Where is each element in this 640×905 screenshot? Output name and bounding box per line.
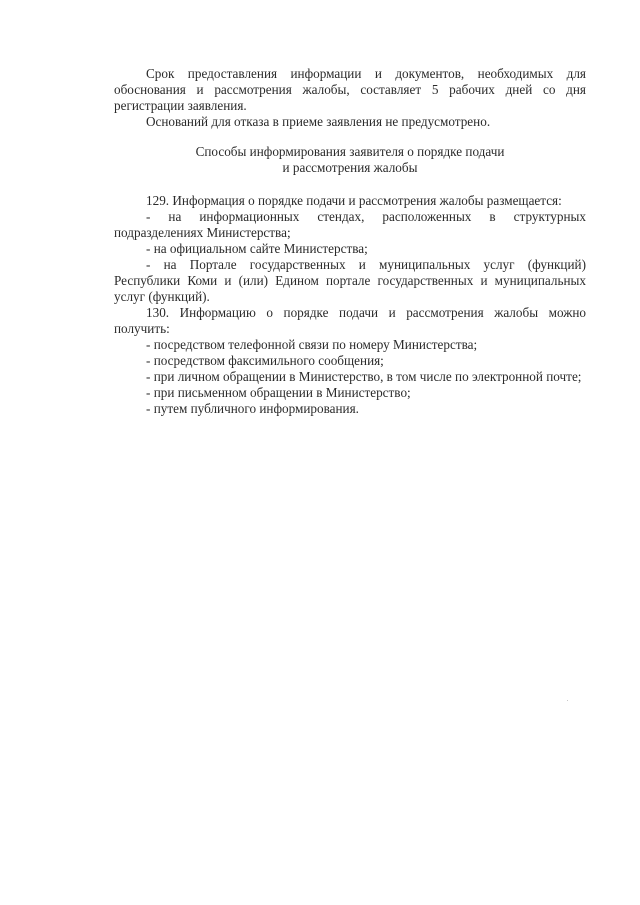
- section-130-item: - при письменном обращении в Министерство;: [146, 385, 411, 400]
- section-129-block: [114, 193, 586, 417]
- section-129-item: - на информационных стендах, расположенных в структурных подразделениях Министерства;: [114, 209, 586, 240]
- section-130-lead: 130. Информацию о порядке подачи и рассмотрения жалобы можно получить:: [114, 305, 586, 336]
- section-129-item: - на Портале государственных и муниципальных услуг (функций) Республики Коми и (или) Едином портале государственных и муниципальных услуг (функций).: [114, 257, 586, 304]
- intro-paragraph-deadline: Срок предоставления информации и документов, необходимых для обоснования и рассмотрения жалобы, составляет 5 рабочих дней со дня регистрации заявления.: [114, 66, 586, 113]
- section-heading-line-1: Способы информирования заявителя о порядке подачи: [195, 144, 505, 159]
- section-129-lead: 129. Информация о порядке подачи и рассмотрения жалобы размещается:: [146, 193, 562, 208]
- section-heading-line-2: и рассмотрения жалобы: [282, 160, 418, 175]
- section-130-item: - посредством телефонной связи по номеру Министерства;: [146, 337, 478, 352]
- section-129-item: - на официальном сайте Министерства;: [146, 241, 368, 256]
- section-heading: [114, 144, 586, 176]
- section-130-item: - посредством факсимильного сообщения;: [146, 353, 384, 368]
- intro-paragraph-no-refusal: Оснований для отказа в приеме заявления не предусмотрено.: [146, 114, 491, 129]
- scan-speck: [567, 700, 568, 701]
- section-130-item: - при личном обращении в Министерство, в том числе по электронной почте;: [146, 369, 582, 384]
- section-130-item: - путем публичного информирования.: [146, 401, 359, 416]
- intro-block: [114, 66, 586, 130]
